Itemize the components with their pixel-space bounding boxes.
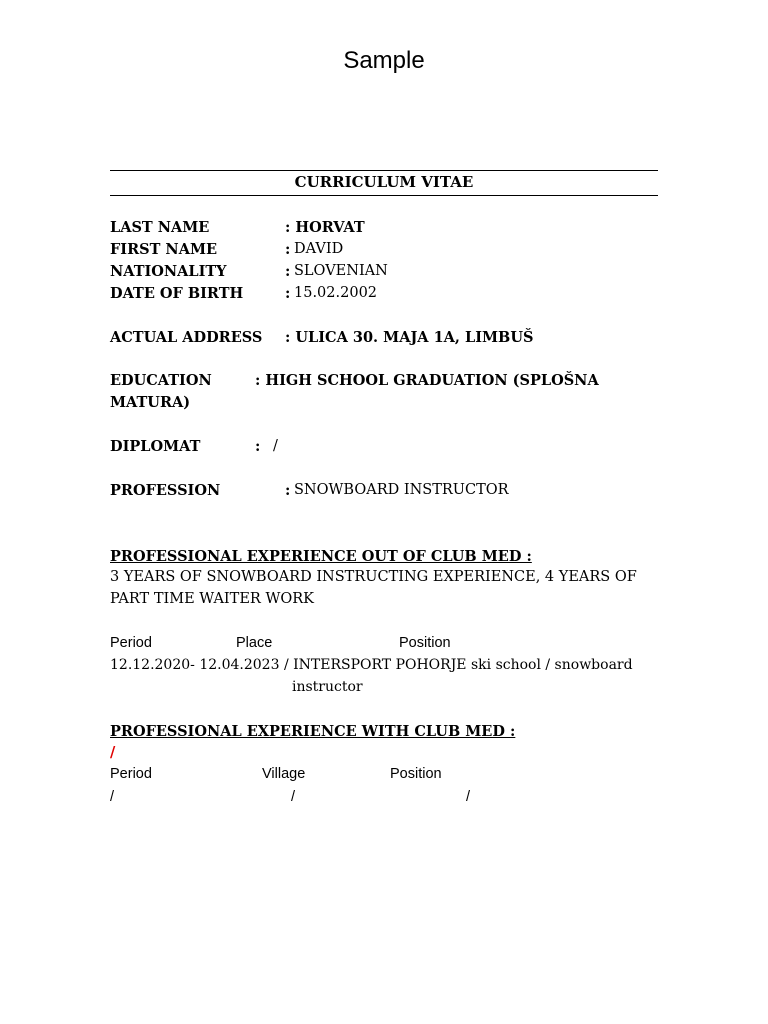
last-name-value: : HORVAT xyxy=(285,219,365,236)
exp-with-val-period: / xyxy=(110,789,115,805)
cv-title: CURRICULUM VITAE xyxy=(294,173,474,191)
nationality-colon: : xyxy=(285,263,291,280)
nationality-label: NATIONALITY xyxy=(110,263,227,280)
top-rule xyxy=(110,170,658,171)
exp-out-row-line1: 12.12.2020- 12.04.2023 / INTERSPORT POHORJE ski school / snowboard xyxy=(110,657,633,673)
first-name-colon: : xyxy=(285,241,291,258)
education-value-line2: MATURA) xyxy=(110,394,191,411)
last-name-label: LAST NAME xyxy=(110,219,210,236)
date-of-birth-label: DATE OF BIRTH xyxy=(110,285,244,302)
exp-out-row-line2: instructor xyxy=(292,679,363,695)
nationality-value: SLOVENIAN xyxy=(294,263,388,279)
first-name-value: DAVID xyxy=(294,241,344,257)
exp-out-col-period: Period xyxy=(110,635,152,651)
exp-with-red-slash: / xyxy=(110,744,116,761)
first-name-label: FIRST NAME xyxy=(110,241,218,258)
profession-colon: : xyxy=(285,482,291,499)
profession-label: PROFESSION xyxy=(110,482,221,499)
date-of-birth-value: 15.02.2002 xyxy=(294,285,378,301)
exp-with-col-period: Period xyxy=(110,766,152,782)
exp-with-val-village: / xyxy=(291,789,296,805)
exp-with-col-village: Village xyxy=(262,766,306,782)
education-value-line1: : HIGH SCHOOL GRADUATION (SPLOŠNA xyxy=(255,372,599,389)
exp-out-col-place: Place xyxy=(236,635,273,651)
date-of-birth-colon: : xyxy=(285,285,291,302)
exp-with-val-position: / xyxy=(466,789,471,805)
education-label: EDUCATION xyxy=(110,372,212,389)
profession-value: SNOWBOARD INSTRUCTOR xyxy=(294,482,509,498)
exp-out-heading: PROFESSIONAL EXPERIENCE OUT OF CLUB MED : xyxy=(110,548,532,565)
diplomat-value: / xyxy=(273,438,278,454)
bottom-rule xyxy=(110,195,658,196)
exp-out-summary-line2: PART TIME WAITER WORK xyxy=(110,591,314,607)
actual-address-label: ACTUAL ADDRESS xyxy=(110,329,263,346)
sample-header: Sample xyxy=(343,47,425,74)
actual-address-value: : ULICA 30. MAJA 1A, LIMBUŠ xyxy=(285,329,534,346)
diplomat-label: DIPLOMAT xyxy=(110,438,201,455)
exp-out-col-position: Position xyxy=(399,635,451,651)
exp-with-col-position: Position xyxy=(390,766,442,782)
exp-with-heading: PROFESSIONAL EXPERIENCE WITH CLUB MED : xyxy=(110,723,516,740)
diplomat-colon: : xyxy=(255,438,261,455)
exp-out-summary-line1: 3 YEARS OF SNOWBOARD INSTRUCTING EXPERIENCE, 4 YEARS OF xyxy=(110,569,637,585)
